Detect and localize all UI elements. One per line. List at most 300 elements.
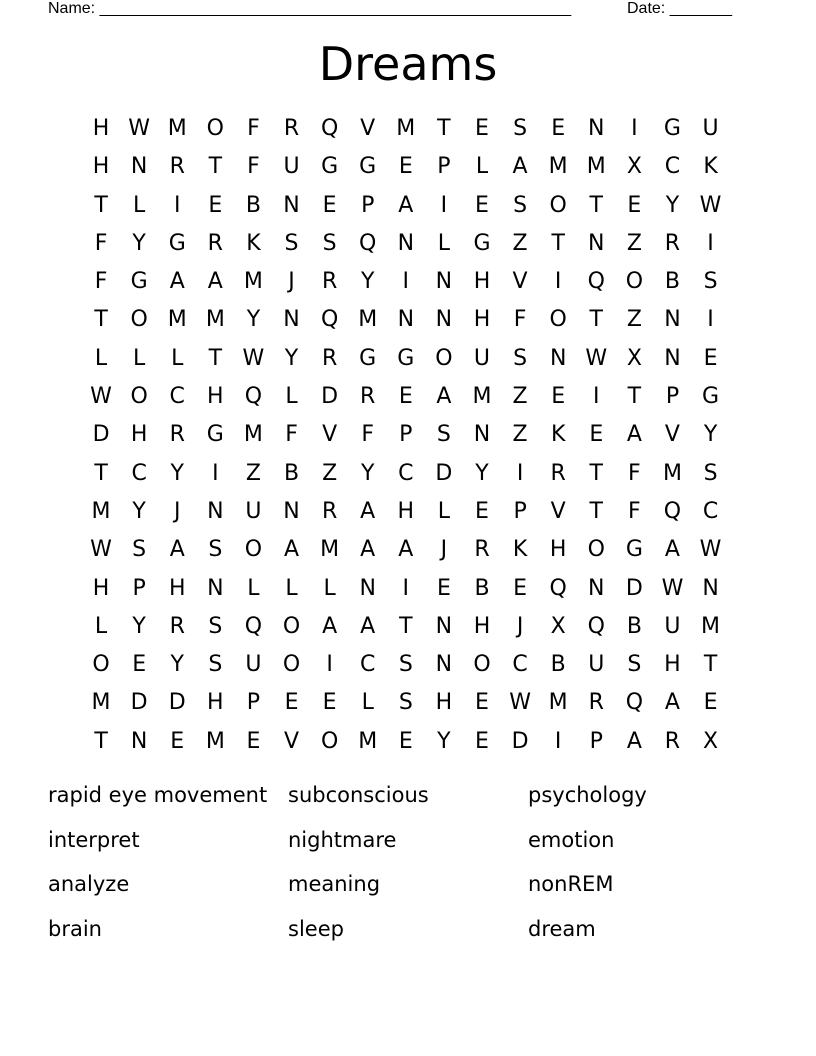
grid-letter: W (699, 192, 722, 218)
grid-letter: A (626, 728, 642, 754)
grid-letter: M (91, 690, 111, 716)
grid-letter: E (398, 384, 413, 410)
grid-letter: D (625, 575, 643, 601)
grid-letter: L (323, 575, 336, 601)
grid-letter: C (169, 384, 185, 410)
grid-letter: I (402, 575, 410, 601)
grid-letter: E (170, 728, 185, 754)
grid-letter: O (549, 192, 567, 218)
grid-letter: S (132, 537, 147, 563)
grid-letter: Z (512, 422, 528, 448)
grid-letter: T (589, 498, 603, 524)
grid-letter: F (628, 498, 641, 524)
grid-letter: R (321, 345, 338, 371)
grid-letter: Y (475, 460, 489, 486)
grid-letter: I (173, 192, 181, 218)
grid-letter: Y (360, 269, 375, 295)
grid-letter: T (208, 345, 223, 371)
grid-letter: W (585, 345, 608, 371)
grid-letter: Y (284, 345, 299, 371)
grid-letter: M (701, 613, 721, 639)
grid-letter: W (90, 384, 112, 410)
grid-letter: H (168, 575, 186, 601)
grid-letter: A (398, 537, 414, 563)
grid-row (82, 148, 730, 186)
grid-letter: Y (132, 230, 146, 256)
grid-letter: U (245, 498, 262, 524)
grid-letter: H (207, 384, 224, 410)
grid-letter: K (246, 230, 261, 256)
grid-letter: R (283, 116, 300, 141)
grid-row (82, 493, 730, 531)
grid-row (82, 110, 730, 148)
grid-letter: N (435, 652, 453, 678)
grid-letter: K (512, 537, 528, 563)
grid-letter: U (473, 345, 491, 371)
grid-letter: N (283, 498, 300, 524)
grid-letter: L (285, 575, 298, 601)
grid-letter: N (473, 422, 491, 448)
grid-row (82, 378, 730, 416)
grid-letter: L (475, 154, 489, 180)
grid-letter: S (703, 460, 718, 486)
grid-letter: B (626, 613, 642, 639)
grid-letter: Q (625, 690, 644, 716)
grid-letter: N (435, 613, 453, 639)
grid-letter: Q (663, 498, 682, 524)
grid-letter: L (94, 345, 108, 371)
grid-letter: I (707, 307, 714, 333)
word-bank-item: rapid eye movement (48, 783, 268, 807)
grid-row (82, 263, 730, 301)
grid-row (82, 570, 730, 608)
grid-letter: I (402, 269, 410, 295)
grid-letter: W (128, 116, 151, 141)
grid-letter: W (90, 537, 112, 563)
grid-letter: T (551, 230, 565, 256)
grid-letter: F (247, 116, 260, 141)
grid-letter: Z (626, 230, 642, 256)
grid-letter: N (397, 230, 415, 256)
grid-letter: A (322, 613, 338, 639)
grid-letter: D (168, 690, 186, 716)
grid-letter: H (92, 154, 110, 180)
grid-letter: N (549, 345, 567, 371)
grid-letter: O (206, 116, 224, 141)
grid-letter: C (512, 652, 528, 678)
grid-letter: P (132, 575, 146, 601)
grid-letter: Y (170, 460, 184, 486)
grid-letter: R (360, 384, 376, 410)
grid-letter: P (246, 690, 261, 716)
grid-letter: M (320, 537, 340, 563)
grid-row (82, 608, 730, 646)
grid-letter: M (205, 307, 225, 333)
grid-letter: P (513, 498, 527, 524)
word-bank-item: meaning (288, 872, 381, 897)
grid-letter: N (435, 307, 453, 333)
grid-letter: L (361, 690, 374, 716)
grid-letter: D (130, 690, 148, 716)
grid-letter: H (435, 690, 453, 716)
grid-letter: O (625, 269, 644, 295)
grid-letter: E (627, 192, 642, 218)
grid-letter: E (551, 116, 566, 141)
grid-letter: R (588, 690, 604, 716)
grid-letter: M (472, 384, 492, 410)
grid-row (82, 531, 730, 569)
grid-letter: L (94, 613, 108, 639)
grid-row (82, 225, 730, 263)
grid-letter: F (628, 460, 641, 486)
grid-letter: K (550, 422, 566, 448)
grid-letter: O (244, 537, 263, 563)
grid-letter: R (321, 269, 338, 295)
grid-letter: E (513, 575, 528, 601)
grid-letter: M (662, 460, 682, 486)
grid-letter: V (283, 728, 300, 754)
grid-letter: M (548, 690, 568, 716)
grid-letter: S (398, 690, 413, 716)
grid-letter: R (550, 460, 566, 486)
grid-letter: R (169, 422, 185, 448)
grid-letter: X (550, 613, 566, 639)
grid-letter: X (626, 345, 642, 371)
grid-letter: E (398, 154, 413, 180)
grid-letter: A (169, 269, 185, 295)
grid-letter: U (283, 154, 300, 180)
grid-letter: C (702, 498, 719, 524)
grid-letter: E (436, 575, 451, 601)
grid-letter: N (283, 192, 300, 218)
grid-letter: N (207, 575, 224, 601)
grid-letter: M (358, 728, 378, 754)
grid-letter: A (207, 269, 223, 295)
date-field-line: Date: _______ (627, 0, 732, 17)
grid-letter: L (437, 498, 451, 524)
grid-row (82, 455, 730, 493)
word-bank-item: dream (528, 917, 596, 942)
word-bank-item: sleep (288, 917, 344, 942)
grid-letter: H (130, 422, 148, 448)
grid-letter: S (513, 192, 528, 218)
word-bank-item: psychology (528, 783, 647, 807)
grid-letter: S (436, 422, 451, 448)
grid-letter: O (587, 537, 605, 563)
grid-letter: O (130, 384, 148, 410)
grid-letter: G (206, 422, 224, 448)
grid-letter: G (130, 269, 148, 295)
grid-letter: H (664, 652, 681, 678)
grid-letter: L (171, 345, 184, 371)
grid-letter: Y (360, 460, 375, 486)
grid-letter: W (661, 575, 684, 601)
grid-letter: B (664, 269, 680, 295)
grid-letter: K (703, 154, 718, 180)
grid-letter: H (473, 613, 491, 639)
grid-letter: N (207, 498, 224, 524)
grid-letter: B (474, 575, 490, 601)
grid-row (82, 646, 730, 684)
grid-letter: X (626, 154, 642, 180)
grid-letter: Q (320, 116, 339, 141)
grid-letter: I (516, 460, 524, 486)
grid-letter: G (359, 345, 377, 371)
word-bank (48, 776, 768, 955)
grid-letter: M (243, 422, 263, 448)
grid-letter: Q (320, 307, 339, 333)
grid-letter: L (133, 345, 146, 371)
grid-letter: N (588, 230, 605, 256)
grid-letter: S (513, 345, 528, 371)
grid-letter: C (131, 460, 147, 486)
letter-grid (82, 110, 730, 761)
grid-letter: G (702, 384, 720, 410)
grid-letter: W (509, 690, 531, 716)
grid-letter: D (92, 422, 110, 448)
grid-letter: G (168, 230, 186, 256)
grid-letter: B (550, 652, 566, 678)
grid-letter: Z (626, 307, 642, 333)
grid-letter: B (245, 192, 261, 218)
grid-letter: L (437, 230, 451, 256)
grid-row (82, 416, 730, 454)
grid-letter: J (440, 537, 448, 563)
grid-letter: Z (245, 460, 261, 486)
grid-letter: N (130, 728, 148, 754)
grid-letter: Y (665, 192, 680, 218)
grid-letter: G (663, 116, 681, 141)
grid-letter: M (586, 154, 606, 180)
grid-letter: H (549, 537, 567, 563)
grid-letter: A (436, 384, 452, 410)
grid-letter: X (703, 728, 719, 754)
grid-letter: H (92, 116, 110, 141)
grid-letter: I (593, 384, 600, 410)
grid-letter: M (205, 728, 225, 754)
grid-letter: R (474, 537, 490, 563)
grid-letter: O (92, 652, 110, 678)
grid-letter: G (321, 154, 339, 180)
grid-letter: H (473, 269, 491, 295)
grid-letter: N (397, 307, 415, 333)
grid-letter: G (473, 230, 491, 256)
word-bank-item: emotion (528, 827, 615, 852)
grid-letter: G (359, 154, 377, 180)
grid-letter: S (627, 652, 642, 678)
grid-letter: A (169, 537, 185, 563)
grid-letter: B (283, 460, 300, 486)
grid-letter: U (664, 613, 681, 639)
grid-letter: S (208, 652, 223, 678)
grid-letter: E (208, 192, 223, 218)
grid-letter: E (322, 192, 337, 218)
grid-letter: Y (132, 613, 146, 639)
grid-letter: C (398, 460, 414, 486)
grid-letter: L (285, 384, 298, 410)
grid-letter: I (440, 192, 448, 218)
grid-letter: I (212, 460, 219, 486)
grid-letter: P (589, 728, 603, 754)
grid-letter: N (588, 116, 605, 141)
grid-letter: F (285, 422, 298, 448)
grid-letter: N (283, 307, 300, 333)
grid-row (82, 684, 730, 722)
grid-letter: E (703, 690, 718, 716)
grid-letter: V (550, 498, 566, 524)
grid-letter: E (398, 728, 413, 754)
grid-letter: L (247, 575, 260, 601)
word-bank-item: analyze (48, 872, 130, 897)
grid-letter: N (588, 575, 605, 601)
grid-letter: S (208, 537, 223, 563)
grid-letter: A (664, 690, 680, 716)
grid-row (82, 301, 730, 339)
grid-letter: P (437, 154, 451, 180)
grid-letter: I (326, 652, 333, 678)
grid-letter: Z (512, 230, 528, 256)
grid-letter: E (475, 690, 489, 716)
grid-letter: V (512, 269, 528, 295)
grid-row (82, 187, 730, 225)
grid-letter: E (551, 384, 566, 410)
grid-letter: I (631, 116, 638, 141)
grid-letter: V (664, 422, 680, 448)
grid-letter: E (322, 690, 337, 716)
grid-letter: I (554, 269, 562, 295)
grid-letter: O (282, 613, 301, 639)
grid-letter: F (361, 422, 375, 448)
word-bank-item: subconscious (288, 783, 429, 807)
grid-letter: A (360, 613, 376, 639)
grid-letter: E (589, 422, 604, 448)
grid-letter: U (702, 116, 719, 141)
grid-letter: E (246, 728, 261, 754)
grid-letter: M (548, 154, 568, 180)
word-bank-item: brain (48, 917, 102, 942)
grid-letter: J (516, 613, 524, 639)
grid-letter: A (664, 537, 680, 563)
grid-letter: C (360, 652, 376, 678)
grid-letter: T (94, 192, 108, 218)
grid-letter: Y (703, 422, 718, 448)
grid-letter: N (664, 307, 681, 333)
grid-letter: E (475, 192, 489, 218)
grid-letter: Q (549, 575, 567, 601)
grid-letter: O (549, 307, 567, 333)
grid-letter: H (473, 307, 491, 333)
grid-row (82, 340, 730, 378)
grid-letter: I (554, 728, 562, 754)
grid-letter: O (282, 652, 301, 678)
grid-letter: E (284, 690, 299, 716)
grid-letter: Y (246, 307, 261, 333)
grid-letter: H (207, 690, 224, 716)
grid-letter: T (94, 728, 108, 754)
grid-letter: D (511, 728, 529, 754)
grid-letter: T (589, 307, 603, 333)
grid-letter: U (245, 652, 262, 678)
grid-letter: U (588, 652, 605, 678)
grid-letter: M (91, 498, 111, 524)
grid-letter: Q (587, 269, 605, 295)
grid-letter: F (94, 269, 108, 295)
grid-letter: E (703, 345, 718, 371)
grid-letter: F (94, 230, 108, 256)
grid-letter: T (589, 192, 603, 218)
grid-letter: V (360, 116, 376, 141)
grid-letter: Z (512, 384, 528, 410)
grid-letter: Q (359, 230, 377, 256)
grid-letter: R (207, 230, 223, 256)
grid-letter: P (361, 192, 375, 218)
grid-letter: T (94, 307, 108, 333)
grid-letter: V (322, 422, 338, 448)
grid-letter: J (288, 269, 295, 295)
grid-letter: E (475, 498, 489, 524)
grid-letter: D (321, 384, 339, 410)
grid-letter: G (397, 345, 415, 371)
grid-letter: F (247, 154, 260, 180)
grid-letter: Y (437, 728, 451, 754)
grid-letter: A (360, 498, 376, 524)
grid-letter: F (513, 307, 527, 333)
grid-letter: D (435, 460, 453, 486)
grid-letter: G (625, 537, 643, 563)
grid-letter: P (399, 422, 413, 448)
grid-letter: M (243, 269, 263, 295)
grid-letter: W (699, 537, 722, 563)
grid-letter: M (167, 307, 187, 333)
grid-letter: H (92, 575, 110, 601)
grid-letter: Q (244, 384, 263, 410)
puzzle-title: Dreams (318, 37, 498, 91)
grid-letter: A (512, 154, 528, 180)
grid-letter: L (133, 192, 146, 218)
grid-letter: M (358, 307, 378, 333)
grid-letter: Q (244, 613, 263, 639)
grid-letter: N (435, 269, 453, 295)
grid-letter: R (664, 230, 681, 256)
grid-letter: H (397, 498, 415, 524)
grid-letter: S (208, 613, 223, 639)
grid-letter: N (664, 345, 681, 371)
name-field-line: Name: _____________________________________________________ (48, 0, 572, 17)
grid-letter: S (284, 230, 299, 256)
grid-letter: T (589, 460, 603, 486)
word-bank-item: interpret (48, 827, 140, 852)
grid-letter: I (707, 230, 714, 256)
grid-letter: T (703, 652, 718, 678)
grid-letter: E (132, 652, 147, 678)
grid-letter: S (703, 269, 718, 295)
grid-letter: S (398, 652, 413, 678)
grid-row (82, 723, 730, 761)
grid-letter: Y (170, 652, 184, 678)
grid-letter: N (130, 154, 148, 180)
grid-letter: S (513, 116, 528, 141)
grid-letter: C (664, 154, 681, 180)
grid-letter: N (702, 575, 719, 601)
grid-letter: S (322, 230, 337, 256)
word-bank-item: nightmare (288, 827, 397, 852)
grid-letter: T (208, 154, 223, 180)
grid-letter: A (283, 537, 300, 563)
grid-letter: Y (132, 498, 146, 524)
word-bank-item: nonREM (528, 872, 614, 897)
grid-letter: T (94, 460, 108, 486)
grid-letter: Z (322, 460, 338, 486)
